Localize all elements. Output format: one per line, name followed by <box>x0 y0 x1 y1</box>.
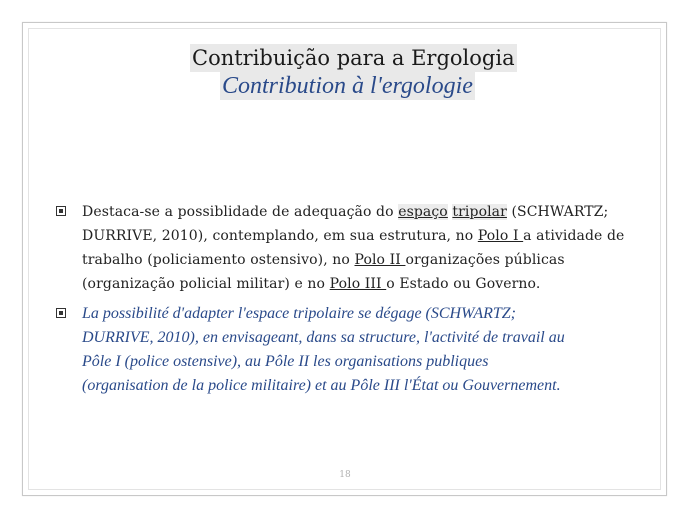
text-line <box>82 326 668 350</box>
underlined-term: Polo II <box>354 252 406 268</box>
text-segment: trabalho (policiamento ostensivo), no <box>82 252 355 268</box>
text-segment: a atividade de <box>523 228 625 244</box>
text-segment: organizações públicas <box>405 252 565 268</box>
text-segment: La possibilité d'adapter l'espace tripolaire se dégage (SCHWARTZ; <box>82 305 516 322</box>
text-line <box>82 374 668 398</box>
text-segment: (organização policial militar) e no <box>82 276 330 292</box>
text-line <box>82 302 668 326</box>
text-line <box>82 350 668 374</box>
text-segment: (SCHWARTZ; <box>506 204 609 220</box>
text-line <box>82 272 668 296</box>
slide-title-french: Contribution à l'ergologie <box>222 73 473 99</box>
bullet-text-french <box>82 302 668 398</box>
underlined-term: tripolar <box>452 204 507 220</box>
underlined-term: Polo I <box>477 228 524 244</box>
text-line <box>82 248 668 272</box>
text-segment: Pôle I (police ostensive), au Pôle II les organisations publiques <box>82 353 489 370</box>
underlined-term: espaço <box>398 204 448 220</box>
text-segment: (organisation de la police militaire) et au Pôle III l'État ou Gouvernement. <box>82 377 561 394</box>
page-number: 18 <box>339 470 351 480</box>
slide-title-portuguese: Contribuição para a Ergologia <box>192 46 515 70</box>
text-segment: DURRIVE, 2010), contemplando, em sua estrutura, no <box>82 228 478 244</box>
text-line <box>82 200 668 224</box>
square-bullet-icon <box>56 206 66 216</box>
text-segment: DURRIVE, 2010), en envisageant, dans sa structure, l'activité de travail au <box>82 329 565 346</box>
text-line <box>82 224 668 248</box>
square-bullet-icon <box>56 308 66 318</box>
text-segment: Destaca-se a possiblidade de adequação do <box>82 204 399 220</box>
bullet-text-portuguese <box>82 200 668 296</box>
underlined-term: Polo III <box>329 276 387 292</box>
text-segment: o Estado ou Governo. <box>386 276 541 292</box>
